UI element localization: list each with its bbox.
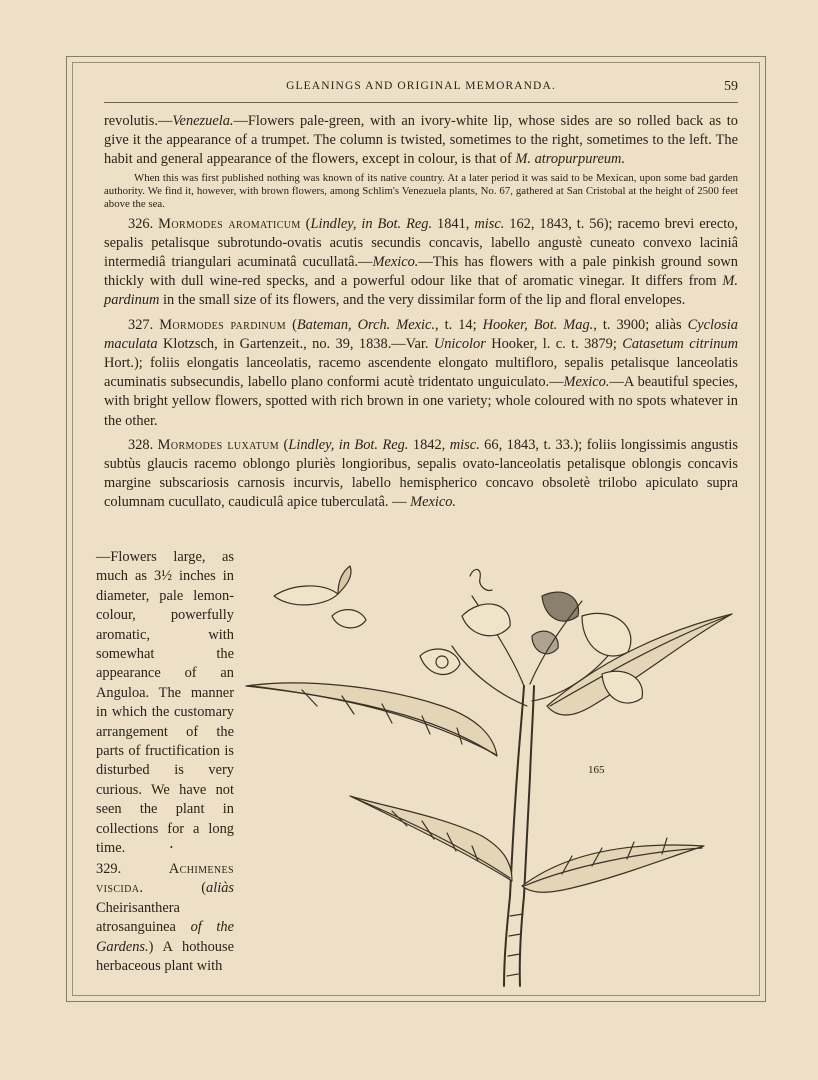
species-name: Mormodes luxatum [157, 436, 280, 453]
page-number: 59 [724, 79, 738, 94]
narrow-column-328 [96, 548, 234, 859]
text-span: , t. 14; [435, 316, 483, 333]
species-name: Mormodes pardinum [159, 316, 287, 333]
species-name: Achimenes [168, 861, 234, 877]
footnote: When this was first published nothing was known of its native country. At a later period it was said to be Mexican, upon some bad garden authority. We find it, however, with brown flowers, among Schlim's Venezuela plants, No. 67, gathered at San Cristobal at the height of 2500 feet above the sea. [104, 171, 738, 210]
text-span: —Flowers pale-green, with an ivory-white lip, whose sides are so rolled back as to give it the appearance of a trumpet. The column is twisted, sometimes to the right, sometimes to the left. The habit and general appearance of the flowers, except in colour, is that of [104, 113, 738, 168]
synonym-ital: Catasetum citrinum [622, 335, 738, 352]
entry-329: 329. Achimenes viscida. (aliàs Cheirisanthera atrosanguinea of the Gardens.) A hothouse herbaceous plant with [96, 861, 235, 975]
entry-328: 328. Mormodes luxatum (Lindley, in Bot. Reg. 1842, misc. 66, 1843, t. 33.); foliis longissimis angustis subtùs glaucis racemo oblongo pluriès longioribus, sepalis ovato-lanceolatis petalisque oblongis concavis margine subscariosis carnosis incurvis, labello hemispherico concavo obsoletè trilobo apiculato supra columnam cucullato, caudiculâ apice tuberculatâ. — Mexico. [104, 436, 738, 511]
variety-ital: Unicolor [433, 335, 486, 352]
entry-number: 328. [128, 436, 154, 453]
text-span: 162, 1843, t. 56); racemo brevi erecto, sepalis petalisque subrotundo-ovatis acutis secundis concavis, labello angustè cuneato convexo laciniâ intermediâ triangulari acuminatâ cucullatâ.— [104, 215, 739, 271]
bullet-mark: • [170, 843, 173, 852]
entry-number: 329. [96, 861, 122, 877]
location-ital: Mexico. [372, 254, 419, 271]
text-span: Hort.); foliis elongatis lanceolatis, racemo ascendente elongato multifloro, sepalis petalisque lanceolatis acuminatis subsecundis, labello plano conformi acutè tridentato unguiculato.— [104, 355, 738, 391]
species-epithet: viscida. [96, 880, 144, 897]
paragraph-continued [104, 112, 738, 170]
text-span: Hooker, l. c. t. 3879; [485, 335, 623, 352]
gardens-ital: of the Gardens. [96, 919, 235, 955]
entry-326: 326. Mormodes aromaticum (Lindley, in Bot. Reg. 1841, misc. 162, 1843, t. 56); racemo brevi erecto, sepalis petalisque subrotundo-ovatis acutis secundis concavis, labello angustè cuneato convexo laciniâ intermediâ triangulari acuminatâ cucullatâ.—Mexico.—This has flowers with a pale pinkish ground sown thickly with dull wine-red specks, and a powerful odour like that of aromatic vinegar. It differs from M. pardinum in the small size of its flowers, and the very dissimilar form of the lip and floral envelopes. [104, 215, 739, 309]
text-span: revolutis.— [104, 113, 173, 129]
running-head: GLEANINGS AND ORIGINAL MEMORANDA. [286, 80, 556, 92]
text-span: Cheirisanthera atrosanguinea [96, 899, 191, 936]
text-span: 66, 1843, t. 33.); foliis longissimis angustis subtùs glaucis racemo oblongo pluriès longioribus, sepalis ovato-lanceolatis petalisque oblongis concavis margine subscariosis carnosis incurvis, labello hemispherico concavo obsoletè trilobo apiculato supra columnam cucullato, caudiculâ apice tuberculatâ. — [104, 436, 738, 511]
reference-ital: Bateman, Orch. Mexic. [296, 316, 436, 333]
botanical-illustration-icon [242, 556, 742, 996]
species-ital: M. atropurpureum. [515, 151, 626, 168]
text-span: ) A hothouse herbaceous plant with [96, 938, 234, 975]
text-span: 1842, [408, 436, 450, 453]
misc-ital: misc. [474, 215, 505, 232]
text-span: in the small size of its flowers, and the very dissimilar form of the lip and floral envelopes. [159, 292, 686, 309]
location-ital: Venezuela. [172, 113, 234, 129]
reference-ital: Hooker, Bot. Mag. [482, 316, 594, 333]
reference-ital: Lindley, in Bot. Reg. [288, 436, 409, 453]
entry-number: 327. [128, 316, 154, 333]
figure-label: 165 [588, 764, 605, 776]
narrow-column-329 [96, 860, 234, 976]
location-ital: Mexico. [563, 374, 610, 391]
synonym-ital: Cyclosia maculata [104, 316, 738, 352]
text-span: , t. 3900; aliàs [593, 316, 688, 333]
entry-327: 327. Mormodes pardinum (Bateman, Orch. Mexic., t. 14; Hooker, Bot. Mag., t. 3900; aliàs Cyclosia maculata Klotzsch, in Gartenzeit., no. 39, 1838.—Var. Unicolor Hooker, l. c. t. 3879; Catasetum citrinum Hort.); foliis elongatis lanceolatis, racemo ascendente elongato multifloro, sepalis petalisque lanceolatis acuminatis subsecundis, labello plano conformi acutè tridentato unguiculato.—Mexico.—A beautiful species, with bright yellow flowers, spotted with rich brown in one variety; whole coloured with no spots whatever in the other. [104, 316, 738, 429]
location-ital: Mexico. [410, 494, 457, 511]
text-span: 1841, [432, 215, 475, 232]
entry-328-description: —Flowers large, as much as 3½ inches in diameter, pale lemon-colour, powerfully aromatic, with somewhat the appearance of an Anguloa. The manner in which the customary arrangement of the parts of fructification is disturbed is very curious. We have not seen the plant in collections for a long time. [96, 549, 234, 857]
body-text-top [104, 112, 738, 513]
species-name: Mormodes aromaticum [158, 215, 301, 232]
misc-ital: misc. [449, 436, 480, 453]
page-header [104, 80, 738, 103]
reference-ital: Lindley, in Bot. Reg. [310, 215, 433, 232]
text-span: —This has flowers with a pale pinkish ground sown thickly with dull wine-red specks, and a powerful odour like that of aromatic vinegar. It differs from [104, 254, 738, 290]
text-span: —A beautiful species, with bright yellow flowers, spotted with rich brown in one variety; whole coloured with no spots whatever in the other. [104, 374, 738, 429]
alias-ital: aliàs [206, 880, 234, 897]
entry-number: 326. [128, 215, 154, 232]
species-ital: M. pardinum [104, 273, 738, 309]
text-span: Klotzsch, in Gartenzeit., no. 39, 1838.—Var. [157, 335, 434, 352]
